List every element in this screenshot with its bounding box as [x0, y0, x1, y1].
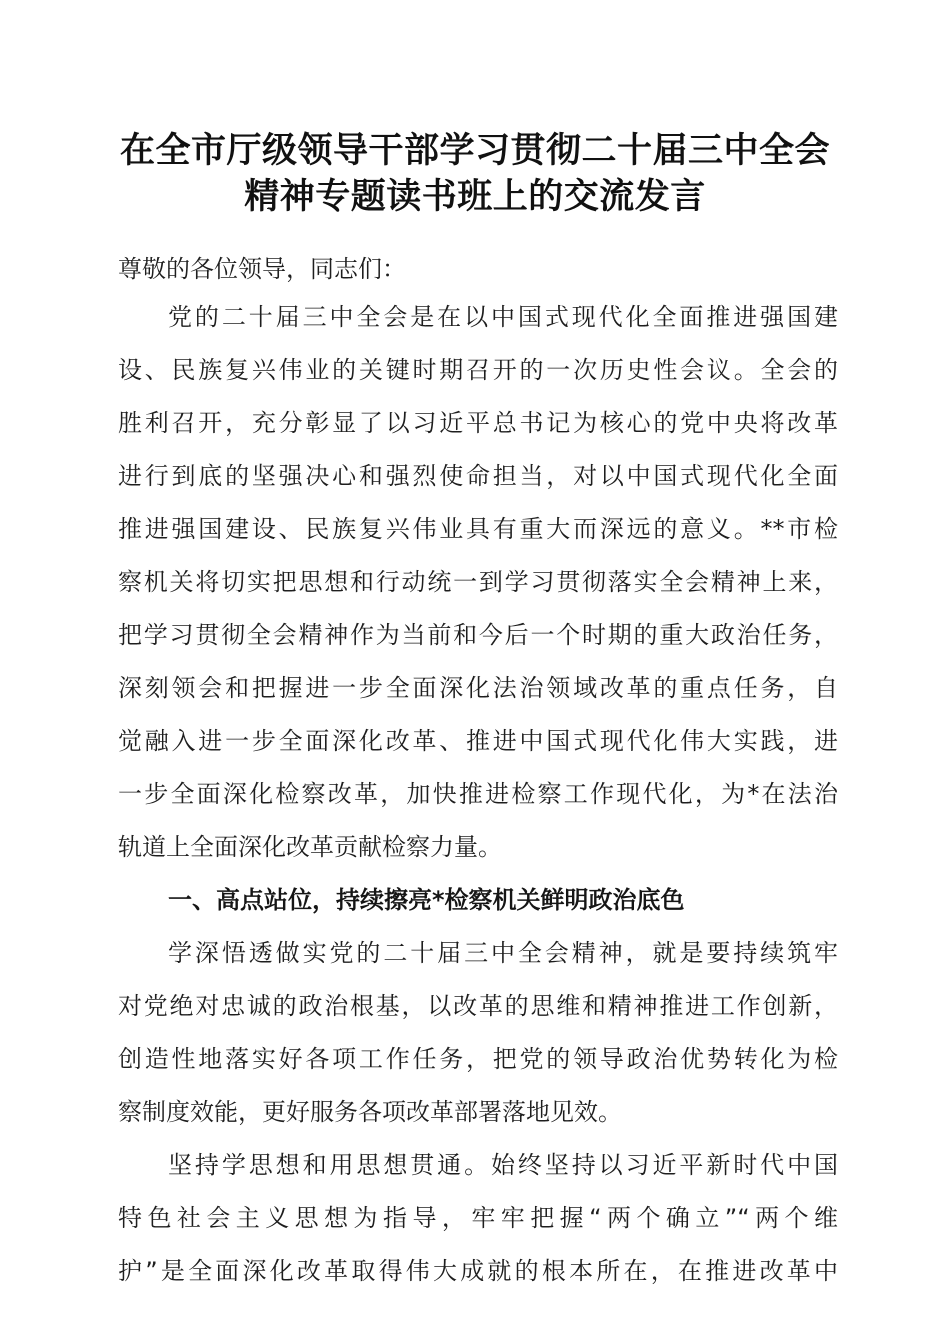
paragraph-1-line: 把学习贯彻全会精神作为当前和今后一个时期的重大政治任务，	[118, 621, 838, 649]
paragraph-2-line: 对党绝对忠诚的政治根基，以改革的思维和精神推进工作创新，	[118, 992, 838, 1020]
document-title	[0, 128, 950, 220]
paragraph-1-line: 深刻领会和把握进一步全面深化法治领域改革的重点任务，自	[118, 674, 838, 702]
paragraph-1-line: 胜利召开，充分彰显了以习近平总书记为核心的党中央将改革	[118, 409, 838, 437]
paragraph-3-line: 坚持学思想和用思想贯通。始终坚持以习近平新时代中国	[168, 1151, 838, 1179]
paragraph-1-line: 党的二十届三中全会是在以中国式现代化全面推进强国建	[168, 303, 838, 331]
paragraph-2-line: 察制度效能，更好服务各项改革部署落地见效。	[118, 1098, 622, 1126]
title-line-1: 在全市厅级领导干部学习贯彻二十届三中全会	[119, 130, 830, 171]
paragraph-2-line: 学深悟透做实党的二十届三中全会精神，就是要持续筑牢	[168, 939, 838, 967]
paragraph-1-line: 一步全面深化检察改革，加快推进检察工作现代化，为*在法治	[118, 780, 838, 808]
paragraph-1-line: 轨道上全面深化改革贡献检察力量。	[118, 833, 502, 861]
paragraph-1-line: 觉融入进一步全面深化改革、推进中国式现代化伟大实践，进	[118, 727, 838, 755]
paragraph-1-line: 推进强国建设、民族复兴伟业具有重大而深远的意义。**市检	[118, 515, 838, 543]
paragraph-3-line: 护”是全面深化改革取得伟大成就的根本所在，在推进改革中	[118, 1257, 838, 1285]
salutation: 尊敬的各位领导，同志们：	[118, 255, 406, 283]
paragraph-1-line: 设、民族复兴伟业的关键时期召开的一次历史性会议。全会的	[118, 356, 838, 384]
paragraph-1-line: 进行到底的坚强决心和强烈使命担当，对以中国式现代化全面	[118, 462, 838, 490]
section-heading-1: 一、高点站位，持续擦亮*检察机关鲜明政治底色	[168, 886, 685, 914]
title-line-2: 精神专题读书班上的交流发言	[244, 176, 706, 217]
paragraph-2-line: 创造性地落实好各项工作任务，把党的领导政治优势转化为检	[118, 1045, 838, 1073]
paragraph-1-line: 察机关将切实把思想和行动统一到学习贯彻落实全会精神上来，	[118, 568, 838, 596]
paragraph-3-line: 特色社会主义思想为指导，牢牢把握“两个确立”“两个维	[118, 1204, 838, 1232]
